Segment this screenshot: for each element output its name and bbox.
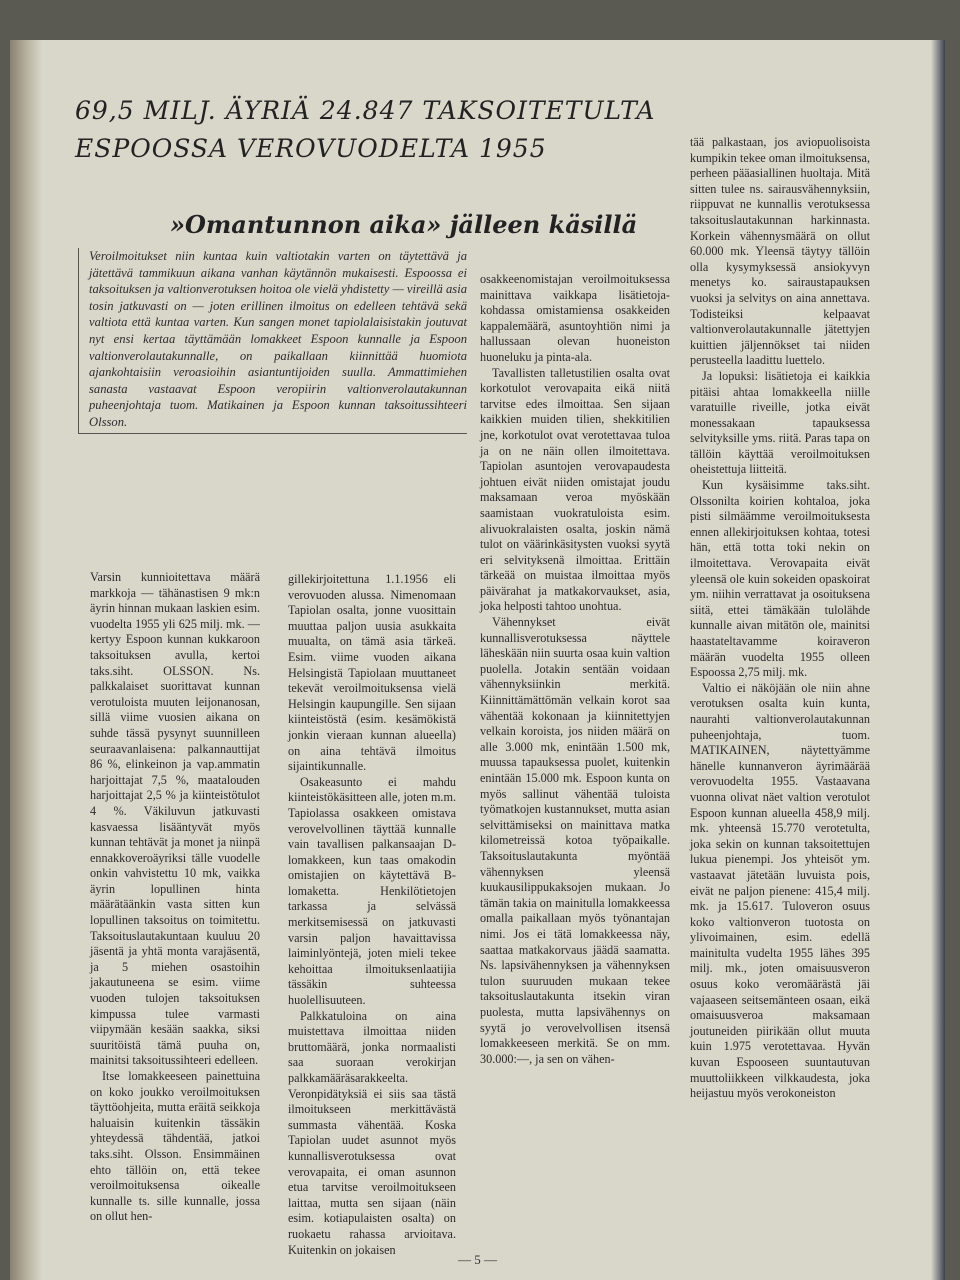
article-subheading: »Omantunnon aika» jälleen käsillä [170,210,638,239]
book-spine [10,40,42,1280]
headline-line-2: ESPOOSSA VEROVUODELTA 1955 [75,134,547,163]
text-column-4 [690,135,870,1102]
paragraph: tää palkastaan, jos aviopuolisoista kumpikin tekee oman ilmoituksensa, perheen pääasiallinen huoltaja. Mitä sitten tulee ns. sairausvähennyksiin, riippuvat ne kunnallis verotuksessa taksoituslautakunnan harkinnasta. Korkein vähennysmäärä on ollut 60.000 mk. Yleensä täytyy tällöin olla kysymyksessä ansiokyvyn menetys ko. sairaustapauksen vuoksi ja selvitys on aina annettava. Todisteiksi kelpaavat valtionverolautakunnalle jätettyjen kuittien jäljennökset tai niiden perusteella laadittu luettelo. [690,135,870,368]
article-lead: Veroilmoitukset niin kuntaa kuin valtiotakin varten on täytettävä ja jätettävä tammikuun aikana vanhan käytännön mukaisesti. Espoossa ei taksoituksen ja valtionverotuksen hoitoa ole vielä yhdistetty — vireillä asia tosin jatkuvasti on — joten erillinen ilmoitus on edelleen tehtävä sekä valtiota että kuntaa varten. Kun sangen monet tapiolalaisistakin joutuvat nyt ensi kertaa täyttämään lomakkeet Espoon kunnalle ja Espoon valtionverolautakunnalle, on paikallaan kiinnittää huomiota ajankohtaisiin veroasioihin asiantuntijoiden suulla. Ammattimiehen sanasta vastaavat Espoon veropiirin valtionverolautakunnan puheenjohtaja tuom. Matikainen ja Espoon kunnan taksoitussihteeri Olsson. [78,248,467,434]
paragraph: Tavallisten talletustilien osalta ovat korkotulot verovapaita eikä niitä tarvitse edes ilmoittaa. Sen sijaan kaikkien muiden tilien, shekkitilien jne, korkotulot ovat verotettavaa tuloa ja on ne näin ollen ilmoitettava. Tapiolan asuntojen verovapaudesta johtuen eivät niiden omistajat joudu maksamaan veroa myöskään saamistaan vuokratuloista esim. alivuokralaisten osalta, joskin nämä tulot on väärinkäsitysten vuoksi syytä eri selvityksenä ilmoittaa. Erittäin tärkeää on muistaa ilmoittaa myös päivärahat ja matkakorvaukset, asia, joka helposti tahtoo unohtua. [480,365,670,614]
paragraph: Kun kysäisimme taks.siht. Olssonilta koirien kohtaloa, joka pisti silmäämme veroilmoituksesta ennen allekirjoituksen kohtaa, totesi hän, että totta toki nekin on ilmoitettava. Verovapaita eivät yleensä ole kuin sokeiden opaskoirat ym. niihin verrattavat ja osoituksena siitä, ettei tämäkään tulolähde kunnalle aivan mitätön ole, mainitsi haastateltavamme koiraveron määrän vuodelta 1955 olleen Espoossa 2,75 milj. mk. [690,478,870,680]
book-cover-edge [931,40,945,1280]
paragraph: Vähennykset eivät kunnallisverotuksessa näyttele läheskään niin suurta osaa kuin valtion puolella. Jotakin sentään voidaan vähennyksiinkin merkitä. Kiinnittämättömän velkain korot saa vähentää kokonaan ja kiinnitettyjen velkain koroista, jos niiden määrä on alle 3.000 mk, enintään 1.500 mk, muussa tapauksessa puolet, kuitenkin enintään 15.000 mk. Espoon kunta on myös sallinut vähentää tuloista työmatkojen kustannukset, mutta asian selvittämiseksi on mainittava matka kilometreissä kotoa työpaikalle. Taksoituslautakunta myöntää vähennyksen yleensä kuukausilippukaksojen mukaan. Jo tämän takia on mainitulla lomakkeessa omalla paikallaan myös työnantajan nimi. Jos ei tätä lomakkeessa näy, saattaa matkakorvaus jäädä saamatta. Ns. lapsivähennyksen ja vähennyksen tulon suuruuden mukaan tekee taksoituslautakunta itsekin viran puolesta, mutta lapsivähennys on syytä jo verovelvollisen itsensä lomakkeeseen merkitä. Se on mm. 30.000:—, ja sen on vähen- [480,615,670,1066]
text-column-1 [90,570,260,1225]
headline-line-1: 69,5 MILJ. ÄYRIÄ 24.847 TAKSOITETULTA [75,96,656,125]
paragraph: Ja lopuksi: lisätietoja ei kaikkia pitäisi ahtaa lomakkeella niille varatuille riveille, jotka eivät monessakaan tapauksessa selvityksille yms. riitä. Paras tapa on tällöin käyttää veroilmoituksen oheistettuja liitteitä. [690,368,870,477]
paragraph: Palkkatuloina on aina muistettava ilmoittaa niiden bruttomäärä, jonka normaalisti saa suoraan verokirjan palkkamääräsarakkeelta. Veronpidätyksiä ei siis saa tästä ilmoitukseen merkittävästä summasta vähentää. Koska Tapiolan uudet asunnot myös kunnallisverotuksessa ovat verovapaita, ei oman asunnon etua tarvitse veroilmoitukseen laittaa, mutta sen sijaan (näin esim. kotiapulaisten osalta) on ruokaetu rahassa arvioitava. Kuitenkin on jokaisen [288,1008,456,1257]
paragraph: Valtio ei näköjään ole niin ahne verotuksen osalta kuin kunta, naurahti valtionverolautakunnan puheenjohtaja, tuom. MATIKAINEN, näytettyämme hänelle kunnanveron äyrimäärää verovuodelta 1955. Vastaavana vuonna olivat näet valtion verotulot Espoon kunnan alueella 458,9 milj. mk. yhteensä 15.770 verotetulta, joka sekin on kunnan taksoitettujen lukua pienempi. Jos yhteisöt ym. vastaavat jätetään luvuista pois, eivät ne paljon pienene: 415,4 milj. mk. ja 15.617. Tuloveron osuus koko valtionveron tuotosta on ylivoimainen, esim. edellä mainitulta vudelta 1955 lähes 395 milj. mk., joten omaisuusveron osuus koko veromäärästä jäi vajaaseen seitsemänteen osaan, eikä omaisuusveroa maksamaan joutuneiden piirikään ollut muuta kuin 1.975 verotettavaa. Hyvän kuvan Espooseen suuntautuvan muuttoliikkeen vilkkaudesta, joka heijastuu myös verokoneiston [690,680,870,1101]
paragraph: Osakeasunto ei mahdu kiinteistökäsitteen alle, joten m.m. Tapiolassa osakkeen omistava verovelvollinen täyttää kunnalle vain tavallisen palkansaajan D-lomakkeen, kun taas omakodin omistajien on käytettävä B-lomaketta. Henkilötietojen tarkassa ja selvässä merkitsemisessä on jatkuvasti varsin paljon havaittavissa laiminlyöntejä, joten mieli tekee kehoittaa ilmoituksenlaatijia tässäkin suhteessa huolellisuuteen. [288,774,456,1008]
article-headline [75,92,675,168]
paragraph: Itse lomakkeeseen painettuina on koko joukko veroilmoituksen täyttöohjeita, mutta eräitä seikkoja haluaisin kuitenkin tässäkin yhteydessä tähdentää, jatkoi taks.siht. Olsson. Ensimmäinen ehto tällöin on, että tekee veroilmoituksensa oikealle kunnalle ts. sille kunnalle, jossa on ollut hen- [90,1069,260,1224]
paragraph: gillekirjoitettuna 1.1.1956 eli verovuoden alussa. Nimenomaan Tapiolan osalta, jonne vuosittain muuttaa paljon uusia asukkaita muualta, on tämä asia tärkeä. Esim. viime vuoden aikana Helsingistä Tapiolaan muuttaneet tekevät veroilmoituksensa vielä Helsingin kaupungille. Sen sijaan kiinteistöstä (esim. kesämökistä jonkin vieraan kunnan alueella) on aina tehtävä ilmoitus sijaintikunnalle. [288,572,456,774]
paragraph: osakkeenomistajan veroilmoituksessa mainittava vaikkapa lisätietoja-kohdassa omistamiensa osakkeiden kappalemäärä, asuntoyhtiön nimi ja hallussaan olevan huoneiston huoneluku ja pinta-ala. [480,272,670,364]
paragraph: Varsin kunnioitettava määrä markkoja — tähänastisen 9 mk:n äyrin hinnan mukaan laskien esim. vuodelta 1955 yli 625 milj. mk. — kertyy Espoon kunnan kukkaroon taksoituksen avulla, kertoi taks.siht. OLSSON. Ns. palkkalaiset suorittavat kunnan verotuloista muuten leijonanosan, sillä viime vuosien aikana on suhde tässä pysynyt suunnilleen seuraavanlaisena: palkannauttijat 86 %, elinkeinon ja vap.ammatin harjoittajat 7,5 %, maatalouden harjoittajat 2,5 % ja kiinteistötulot 4 %. Väkiluvun jatkuvasti kasvaessa lisääntyvät myös kunnan tehtävät ja monet ja niinpä ennakkoveroäyriksi tälle vuodelle onkin vahvistettu 10 mk, vaikka äyrin lopullinen hinta määrätäänkin vasta sitten kun lopullinen taksoitus on toimitettu. Taksoituslautakuntaan kuuluu 20 jäsentä ja yhtä monta varajäsentä, ja 5 miehen osastoihin jakautuneena se esim. viime vuoden tulojen taksoituksen kimpussa tulee varmasti viipymään kesään saakka, siksi suuritöistä tämä puuha on, mainitsi taksoitussihteeri edelleen. [90,570,260,1068]
page-number: — 5 — [458,1252,497,1267]
magazine-page [10,40,945,1280]
text-column-2 [288,572,456,1258]
text-column-3 [480,272,670,1067]
